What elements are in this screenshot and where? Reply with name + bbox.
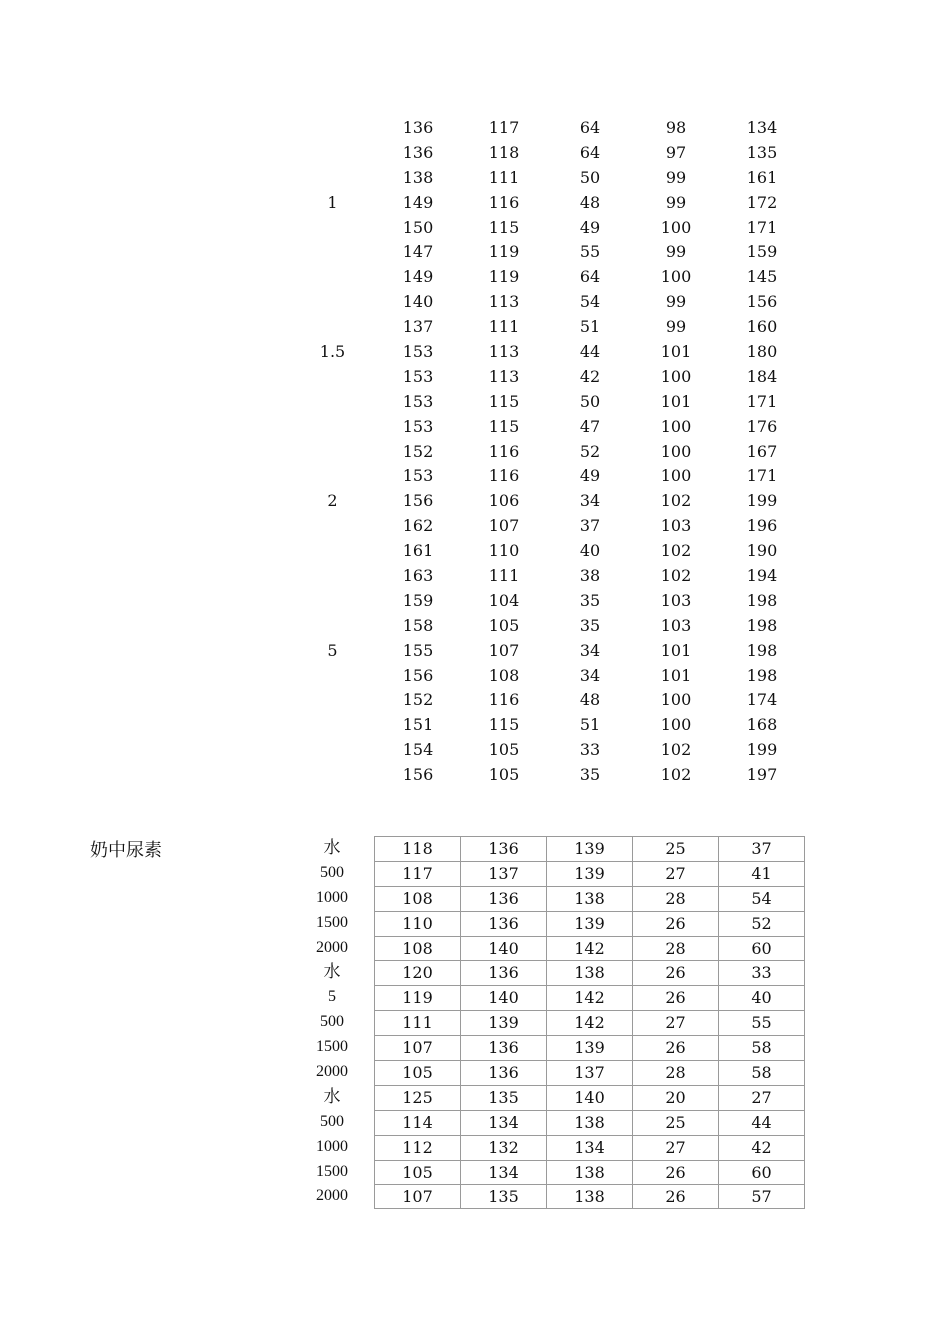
table-cell: 110 <box>375 911 461 936</box>
table-cell: 115 <box>488 217 520 237</box>
grid-cells <box>374 1184 805 1209</box>
table-cell: 54 <box>579 292 601 312</box>
table-cell: 34 <box>579 665 601 685</box>
grid-cells <box>374 1060 805 1085</box>
table-row <box>290 1135 822 1160</box>
table-cell: 34 <box>579 640 601 660</box>
table-row <box>290 1060 822 1085</box>
table-cell: 140 <box>461 936 547 961</box>
table-cell: 149 <box>402 267 434 287</box>
table-cell: 111 <box>488 317 520 337</box>
table-cell: 99 <box>665 167 687 187</box>
table-row <box>290 638 820 663</box>
grid-cells <box>374 960 805 985</box>
table-cell: 198 <box>746 640 778 660</box>
table-cell: 35 <box>579 615 601 635</box>
table-cell: 100 <box>660 366 692 386</box>
table-cell: 139 <box>547 911 633 936</box>
table-cell: 118 <box>375 836 461 861</box>
grid-cells <box>374 1160 805 1185</box>
table-cell: 135 <box>461 1184 547 1209</box>
row-label: 1500 <box>316 1038 348 1056</box>
table-cell: 176 <box>746 416 778 436</box>
table-row <box>290 389 820 414</box>
table-row <box>290 960 822 985</box>
table-cell: 134 <box>746 117 778 137</box>
table-row <box>290 339 820 364</box>
table-cell: 119 <box>375 985 461 1010</box>
table-cell: 142 <box>547 936 633 961</box>
table-cell: 116 <box>488 192 520 212</box>
table-row <box>290 364 820 389</box>
table-cell: 171 <box>746 466 778 486</box>
table-cell: 55 <box>579 242 601 262</box>
table-cell: 99 <box>665 192 687 212</box>
table-cell: 40 <box>579 541 601 561</box>
row-label: 1000 <box>316 1137 348 1155</box>
table-cell: 137 <box>461 861 547 886</box>
lower-data-table <box>290 836 822 1209</box>
table-cell: 119 <box>488 242 520 262</box>
table-cell: 47 <box>579 416 601 436</box>
table-cell: 26 <box>633 1160 719 1185</box>
table-cell: 168 <box>746 715 778 735</box>
table-cell: 99 <box>665 242 687 262</box>
table-row <box>290 836 822 861</box>
table-cell: 120 <box>375 960 461 985</box>
table-cell: 35 <box>579 590 601 610</box>
table-cell: 134 <box>547 1135 633 1160</box>
table-cell: 153 <box>402 466 434 486</box>
table-cell: 113 <box>488 292 520 312</box>
table-cell: 125 <box>375 1085 461 1110</box>
table-cell: 100 <box>660 466 692 486</box>
table-cell: 27 <box>719 1085 805 1110</box>
table-cell: 172 <box>746 192 778 212</box>
table-cell: 60 <box>719 936 805 961</box>
table-cell: 50 <box>579 391 601 411</box>
table-row <box>290 663 820 688</box>
table-row <box>290 737 820 762</box>
table-row <box>290 239 820 264</box>
table-row <box>290 1085 822 1110</box>
row-label: 5 <box>328 988 336 1006</box>
row-label: 500 <box>320 863 344 881</box>
table-row <box>290 439 820 464</box>
table-cell: 26 <box>633 1184 719 1209</box>
row-label: 水 <box>323 1086 341 1107</box>
row-label: 2000 <box>316 1187 348 1205</box>
table-cell: 34 <box>579 491 601 511</box>
table-cell: 51 <box>579 715 601 735</box>
table-cell: 134 <box>461 1160 547 1185</box>
table-cell: 102 <box>660 541 692 561</box>
row-label: 1500 <box>316 1162 348 1180</box>
table-row <box>290 712 820 737</box>
table-cell: 50 <box>579 167 601 187</box>
table-cell: 138 <box>547 1110 633 1135</box>
table-cell: 115 <box>488 416 520 436</box>
table-cell: 198 <box>746 615 778 635</box>
table-cell: 113 <box>488 341 520 361</box>
table-row <box>290 985 822 1010</box>
table-cell: 137 <box>402 317 434 337</box>
table-cell: 137 <box>547 1060 633 1085</box>
table-cell: 138 <box>547 960 633 985</box>
table-cell: 153 <box>402 416 434 436</box>
grid-cells <box>374 1110 805 1135</box>
table-row <box>290 190 820 215</box>
row-label: 500 <box>320 1013 344 1031</box>
table-cell: 199 <box>746 740 778 760</box>
row-label: 2000 <box>316 1063 348 1081</box>
table-cell: 171 <box>746 391 778 411</box>
table-cell: 163 <box>402 565 434 585</box>
table-cell: 26 <box>633 960 719 985</box>
table-cell: 107 <box>488 640 520 660</box>
table-cell: 115 <box>488 715 520 735</box>
table-cell: 154 <box>402 740 434 760</box>
table-cell: 52 <box>579 441 601 461</box>
row-label: 水 <box>323 838 341 858</box>
grid-cells <box>374 936 805 961</box>
table-cell: 194 <box>746 565 778 585</box>
table-cell: 37 <box>579 516 601 536</box>
table-row <box>290 538 820 563</box>
table-row <box>290 314 820 339</box>
table-cell: 27 <box>633 1010 719 1035</box>
table-cell: 136 <box>461 886 547 911</box>
table-row <box>290 911 822 936</box>
table-cell: 136 <box>461 960 547 985</box>
table-cell: 132 <box>461 1135 547 1160</box>
table-cell: 161 <box>402 541 434 561</box>
table-cell: 155 <box>402 640 434 660</box>
table-cell: 33 <box>719 960 805 985</box>
table-cell: 51 <box>579 317 601 337</box>
table-cell: 112 <box>375 1135 461 1160</box>
table-cell: 49 <box>579 217 601 237</box>
table-cell: 58 <box>719 1035 805 1060</box>
table-cell: 48 <box>579 192 601 212</box>
table-cell: 139 <box>547 1035 633 1060</box>
table-cell: 100 <box>660 267 692 287</box>
table-row <box>290 936 822 961</box>
table-cell: 161 <box>746 167 778 187</box>
table-cell: 140 <box>461 985 547 1010</box>
table-cell: 115 <box>488 391 520 411</box>
table-cell: 153 <box>402 391 434 411</box>
table-row <box>290 1035 822 1060</box>
table-cell: 108 <box>375 936 461 961</box>
table-cell: 153 <box>402 366 434 386</box>
table-cell: 28 <box>633 1060 719 1085</box>
table-cell: 108 <box>375 886 461 911</box>
table-cell: 60 <box>719 1160 805 1185</box>
table-cell: 174 <box>746 690 778 710</box>
row-label: 1500 <box>316 913 348 931</box>
table-cell: 52 <box>719 911 805 936</box>
row-label: 1 <box>327 192 338 212</box>
table-cell: 118 <box>488 142 520 162</box>
table-cell: 136 <box>461 836 547 861</box>
row-label: 1.5 <box>319 341 346 361</box>
table-row <box>290 1010 822 1035</box>
row-label: 500 <box>320 1112 344 1130</box>
table-cell: 33 <box>579 740 601 760</box>
grid-cells <box>374 1010 805 1035</box>
table-cell: 101 <box>660 640 692 660</box>
table-cell: 26 <box>633 1035 719 1060</box>
table-cell: 135 <box>746 142 778 162</box>
table-cell: 190 <box>746 541 778 561</box>
table-cell: 28 <box>633 936 719 961</box>
table-cell: 107 <box>488 516 520 536</box>
table-cell: 64 <box>579 267 601 287</box>
table-cell: 198 <box>746 590 778 610</box>
table-cell: 106 <box>488 491 520 511</box>
table-cell: 64 <box>579 142 601 162</box>
table-row <box>290 140 820 165</box>
table-cell: 108 <box>488 665 520 685</box>
table-cell: 104 <box>488 590 520 610</box>
table-cell: 159 <box>746 242 778 262</box>
table-cell: 117 <box>488 117 520 137</box>
table-row <box>290 215 820 240</box>
table-cell: 113 <box>488 366 520 386</box>
table-row <box>290 488 820 513</box>
table-cell: 42 <box>579 366 601 386</box>
table-cell: 171 <box>746 217 778 237</box>
table-cell: 150 <box>402 217 434 237</box>
table-cell: 198 <box>746 665 778 685</box>
table-row <box>290 165 820 190</box>
grid-cells <box>374 1085 805 1110</box>
table-cell: 35 <box>579 765 601 785</box>
table-cell: 98 <box>665 117 687 137</box>
table-cell: 28 <box>633 886 719 911</box>
table-cell: 149 <box>402 192 434 212</box>
row-label: 2000 <box>316 938 348 956</box>
table-cell: 100 <box>660 441 692 461</box>
table-row <box>290 414 820 439</box>
table-cell: 64 <box>579 117 601 137</box>
table-cell: 101 <box>660 341 692 361</box>
table-cell: 134 <box>461 1110 547 1135</box>
grid-cells <box>374 911 805 936</box>
grid-cells <box>374 985 805 1010</box>
row-label: 5 <box>327 640 338 660</box>
table-cell: 116 <box>488 690 520 710</box>
table-cell: 26 <box>633 985 719 1010</box>
table-cell: 139 <box>547 836 633 861</box>
table-cell: 48 <box>579 690 601 710</box>
table-cell: 142 <box>547 1010 633 1035</box>
grid-cells <box>374 886 805 911</box>
table-row <box>290 513 820 538</box>
table-cell: 111 <box>488 565 520 585</box>
table-cell: 153 <box>402 341 434 361</box>
table-cell: 139 <box>461 1010 547 1035</box>
table-cell: 105 <box>488 765 520 785</box>
table-cell: 196 <box>746 516 778 536</box>
table-cell: 139 <box>547 861 633 886</box>
table-cell: 110 <box>488 541 520 561</box>
table-cell: 25 <box>633 836 719 861</box>
table-cell: 156 <box>402 665 434 685</box>
table-cell: 57 <box>719 1184 805 1209</box>
table-cell: 119 <box>488 267 520 287</box>
row-label: 水 <box>323 962 341 983</box>
table-cell: 156 <box>746 292 778 312</box>
table-cell: 25 <box>633 1110 719 1135</box>
table-cell: 42 <box>719 1135 805 1160</box>
table-cell: 138 <box>402 167 434 187</box>
table-cell: 199 <box>746 491 778 511</box>
table-cell: 44 <box>719 1110 805 1135</box>
table-row <box>290 613 820 638</box>
table-cell: 105 <box>375 1060 461 1085</box>
table-cell: 162 <box>402 516 434 536</box>
grid-cells <box>374 1135 805 1160</box>
upper-data-block <box>290 115 820 787</box>
table-cell: 180 <box>746 341 778 361</box>
table-row <box>290 1184 822 1209</box>
table-cell: 102 <box>660 565 692 585</box>
table-cell: 140 <box>547 1085 633 1110</box>
table-row <box>290 687 820 712</box>
table-cell: 138 <box>547 886 633 911</box>
table-cell: 151 <box>402 715 434 735</box>
table-cell: 97 <box>665 142 687 162</box>
table-cell: 136 <box>461 1035 547 1060</box>
grid-cells <box>374 836 805 861</box>
table-cell: 103 <box>660 516 692 536</box>
table-cell: 101 <box>660 665 692 685</box>
table-cell: 27 <box>633 1135 719 1160</box>
table-cell: 136 <box>402 142 434 162</box>
table-cell: 103 <box>660 590 692 610</box>
table-cell: 105 <box>375 1160 461 1185</box>
table-cell: 116 <box>488 441 520 461</box>
table-cell: 37 <box>719 836 805 861</box>
table-cell: 156 <box>402 491 434 511</box>
table-cell: 136 <box>461 911 547 936</box>
table-cell: 44 <box>579 341 601 361</box>
table-cell: 117 <box>375 861 461 886</box>
table-cell: 136 <box>461 1060 547 1085</box>
table-cell: 116 <box>488 466 520 486</box>
table-cell: 111 <box>488 167 520 187</box>
table-row <box>290 1110 822 1135</box>
table-cell: 160 <box>746 317 778 337</box>
table-cell: 27 <box>633 861 719 886</box>
table-cell: 105 <box>488 740 520 760</box>
table-cell: 105 <box>488 615 520 635</box>
table-cell: 55 <box>719 1010 805 1035</box>
table-cell: 136 <box>402 117 434 137</box>
table-cell: 40 <box>719 985 805 1010</box>
table-row <box>290 463 820 488</box>
table-row <box>290 861 822 886</box>
table-cell: 58 <box>719 1060 805 1085</box>
table-cell: 111 <box>375 1010 461 1035</box>
table-cell: 152 <box>402 690 434 710</box>
table-cell: 197 <box>746 765 778 785</box>
table-cell: 184 <box>746 366 778 386</box>
row-label: 2 <box>327 491 338 511</box>
table-cell: 142 <box>547 985 633 1010</box>
table-cell: 138 <box>547 1184 633 1209</box>
table-cell: 103 <box>660 615 692 635</box>
row-label: 1000 <box>316 888 348 906</box>
table-cell: 167 <box>746 441 778 461</box>
table-cell: 102 <box>660 740 692 760</box>
table-cell: 135 <box>461 1085 547 1110</box>
table-cell: 145 <box>746 267 778 287</box>
table-cell: 100 <box>660 217 692 237</box>
table-cell: 100 <box>660 690 692 710</box>
grid-cells <box>374 1035 805 1060</box>
table-cell: 156 <box>402 765 434 785</box>
table-cell: 49 <box>579 466 601 486</box>
table-cell: 158 <box>402 615 434 635</box>
table-row <box>290 264 820 289</box>
table-cell: 54 <box>719 886 805 911</box>
table-cell: 152 <box>402 441 434 461</box>
table-cell: 101 <box>660 391 692 411</box>
table-row <box>290 886 822 911</box>
table-cell: 100 <box>660 715 692 735</box>
table-cell: 38 <box>579 565 601 585</box>
table-cell: 100 <box>660 416 692 436</box>
table-cell: 102 <box>660 491 692 511</box>
table-row <box>290 762 820 787</box>
table-cell: 107 <box>375 1184 461 1209</box>
table-cell: 41 <box>719 861 805 886</box>
table-row <box>290 289 820 314</box>
table-cell: 99 <box>665 292 687 312</box>
table-cell: 20 <box>633 1085 719 1110</box>
table-cell: 26 <box>633 911 719 936</box>
table-row <box>290 563 820 588</box>
table-row <box>290 1160 822 1185</box>
table-cell: 99 <box>665 317 687 337</box>
table-cell: 114 <box>375 1110 461 1135</box>
table-row <box>290 115 820 140</box>
section-title: 奶中尿素 <box>90 840 162 861</box>
table-cell: 107 <box>375 1035 461 1060</box>
table-cell: 102 <box>660 765 692 785</box>
table-cell: 140 <box>402 292 434 312</box>
grid-cells <box>374 861 805 886</box>
table-cell: 147 <box>402 242 434 262</box>
table-row <box>290 588 820 613</box>
table-cell: 138 <box>547 1160 633 1185</box>
table-cell: 159 <box>402 590 434 610</box>
